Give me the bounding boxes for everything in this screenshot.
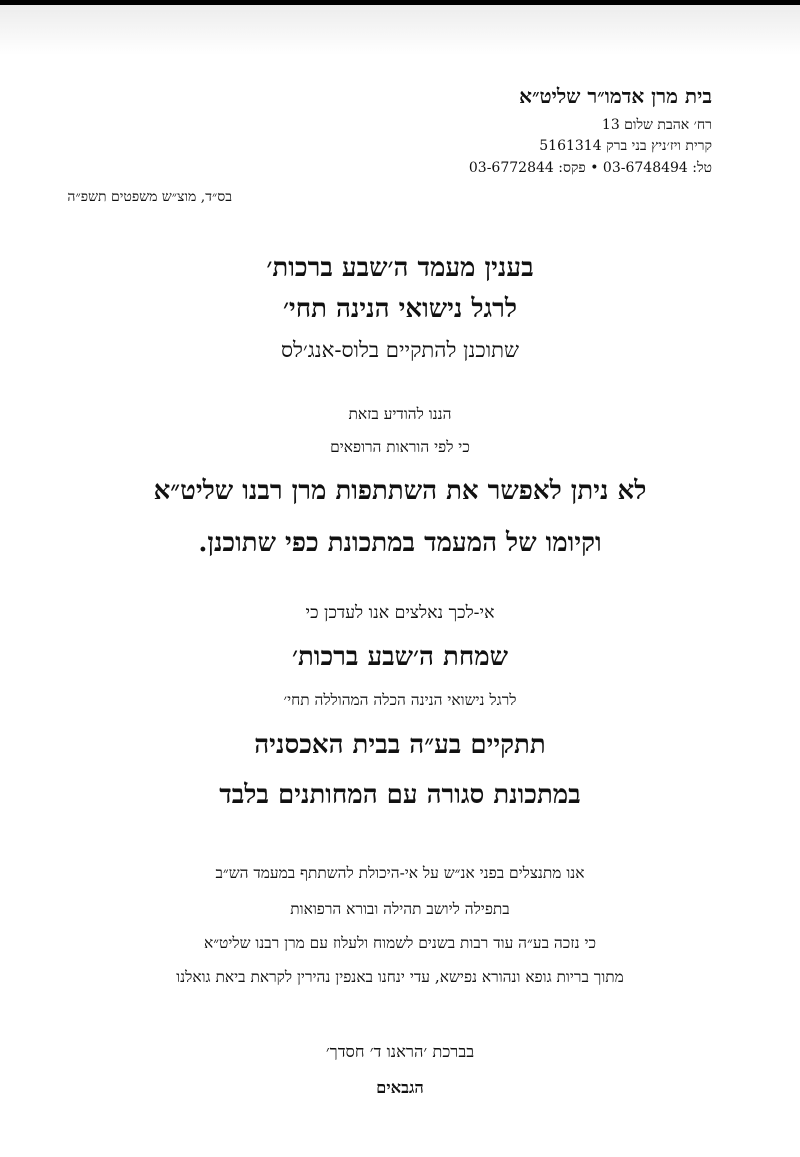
closing-line-3: כי נזכה בע״ה עוד רבות בשנים לשמוח ולעלוז עם מרן רבנו שליט״א [203, 934, 597, 952]
title-line-2: לרגל נישואי הנינה תחי׳ [282, 294, 518, 324]
letterhead-name: בית מרן אדמו״ר שליט״א [519, 84, 712, 108]
announcement-occasion: לרגל נישואי הנינה הכלה המהוללה תחי׳ [283, 691, 517, 709]
letterhead-street: רח׳ אהבת שלום 13 [601, 117, 712, 133]
dateline: בס״ד, מוצ״ש משפטים תשפ״ה [67, 189, 232, 205]
announcement-location: תתקיים בע״ה בבית האכסניה [254, 730, 546, 760]
closing-line-2: בתפילה ליושב תהילה ובורא הרפואות [290, 900, 510, 918]
letterhead-phones: טל: 03-6748494 • פקס: 03-6772844 [468, 160, 712, 176]
closing-line-1: אנו מתנצלים בפני אנ״ש על אי-היכולת להשתתף במעמד הש״ב [215, 864, 585, 882]
signature-blessing: בברכת ׳הראנו ד׳ חסדך׳ [325, 1042, 475, 1061]
closing-line-4: מתוך בריות גופא ונהורא נפישא, עדי ינחנו באנפין נהירין לקראת ביאת גואלנו [176, 968, 624, 986]
announcement-lead: אי-לכך נאלצים אנו לעדכן כי [305, 603, 495, 623]
letterhead-city: קרית ויז׳ניץ בני ברק 5161314 [539, 138, 712, 154]
notice-intro-2: כי לפי הוראות הרופאים [330, 438, 470, 456]
title-line-3: שתוכנן להתקיים בלוס-אנג׳לס [280, 337, 519, 362]
announcement-format: במתכונת סגורה עם המחותנים בלבד [219, 780, 581, 810]
announcement-event: שמחת ה׳שבע ברכות׳ [291, 642, 509, 672]
notice-intro-1: הננו להודיע בזאת [348, 405, 452, 423]
notice-bold-1: לא ניתן לאפשר את השתתפות מרן רבנו שליט״א [153, 476, 647, 506]
title-line-1: בענין מעמד ה׳שבע ברכות׳ [266, 253, 534, 283]
signature-signed: הגבאים [376, 1078, 424, 1097]
notice-bold-2: וקיומו של המעמד במתכונת כפי שתוכנן. [198, 528, 602, 558]
